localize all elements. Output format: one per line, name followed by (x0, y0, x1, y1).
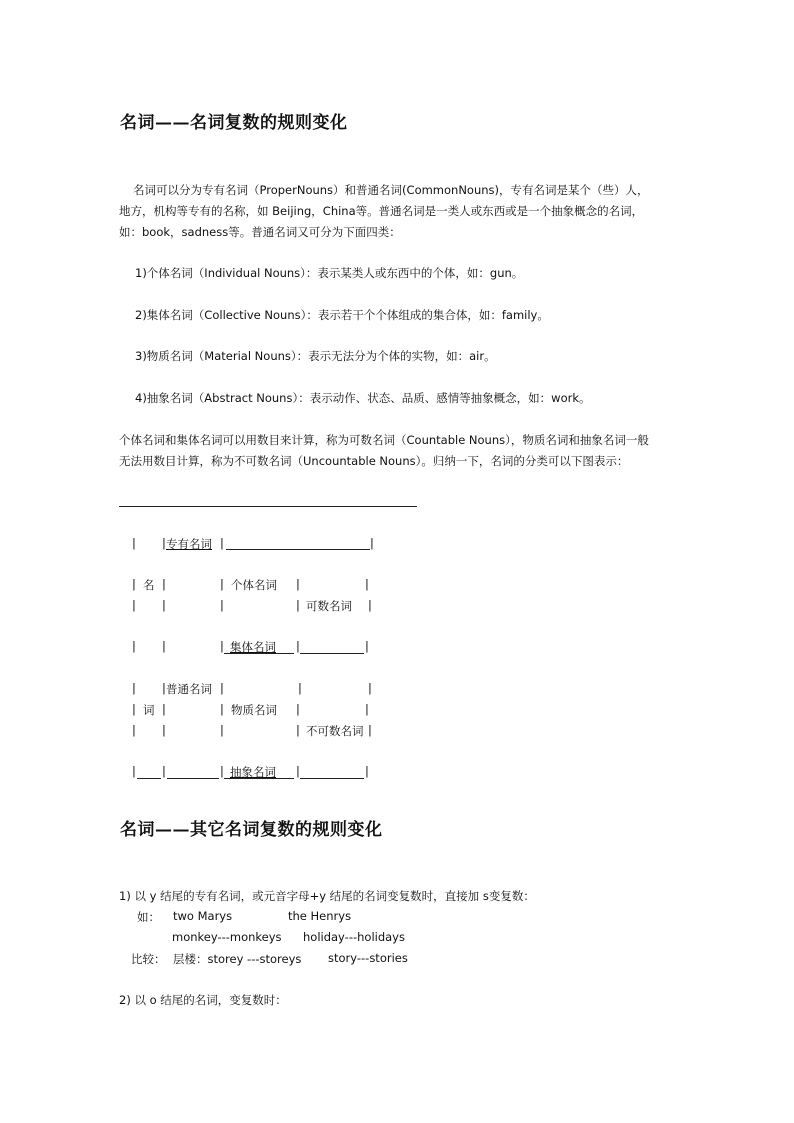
diagram-bar: | (298, 681, 302, 695)
diagram-bar: | (132, 577, 136, 591)
rule1-compare-stories: story---stories (328, 951, 408, 965)
diagram-bar: | (162, 702, 166, 716)
diagram-material-noun: 物质名词 (231, 703, 277, 717)
diagram-underline (226, 549, 370, 550)
diagram-bar: | (365, 639, 369, 653)
diagram-bar: | (162, 598, 166, 612)
diagram-bar: | (132, 681, 136, 695)
diagram-bar: | (132, 764, 136, 778)
rule1-title: 1) 以 y 结尾的专有名词，或元音字母+y 结尾的名词变复数时，直接加 s变复数： (119, 889, 535, 903)
rule1-compare-label: 比较： (131, 952, 166, 966)
diagram-uncountable-noun: 不可数名词 (306, 724, 364, 738)
diagram-bar: | (220, 577, 224, 591)
diagram-top-rule (119, 506, 417, 507)
diagram-bar: | (365, 764, 369, 778)
diagram-bar: | (220, 639, 224, 653)
diagram-bar: | (296, 702, 300, 716)
diagram-proper-noun: 专有名词 (166, 537, 212, 551)
intro-line-1: 名词可以分为专有名词（ProperNouns）和普通名词(CommonNouns)，专有名词是某个（些）人， (133, 183, 649, 197)
diagram-collective-noun: 集体名词 (230, 640, 276, 654)
intro-line-3: 如：book，sadness等。普通名词又可分为下面四类： (119, 225, 401, 239)
category-individual: 1)个体名词（Individual Nouns）：表示某类人或东西中的个体，如：gun。 (135, 266, 524, 280)
category-material: 3)物质名词（Material Nouns）：表示无法分为个体的实物，如：air。 (135, 349, 496, 363)
diagram-bar: | (370, 536, 374, 550)
section-heading-other-plural: 名词——其它名词复数的规则变化 (120, 820, 383, 840)
diagram-underline (224, 778, 294, 779)
intro-line-2: 地方，机构等专有的名称，如 Beijing，China等。普通名词是一类人或东西或是一个抽象概念的名词， (119, 204, 644, 218)
diagram-abstract-noun: 抽象名词 (230, 765, 276, 779)
diagram-underline (167, 778, 219, 779)
diagram-bar: | (296, 764, 300, 778)
diagram-countable-noun: 可数名词 (306, 599, 352, 613)
rule1-example-monkeys: monkey---monkeys (172, 930, 282, 944)
diagram-bar: | (220, 681, 224, 695)
diagram-bar: | (296, 639, 300, 653)
diagram-bar: | (365, 577, 369, 591)
summary-line-1: 个体名词和集体名词可以用数目来计算，称为可数名词（Countable Nouns），物质名词和抽象名词一般 (119, 433, 649, 447)
summary-line-2: 无法用数目计算，称为不可数名词（Uncountable Nouns）。归纳一下，名词的分类可以下图表示： (119, 454, 629, 468)
diagram-bar: | (162, 723, 166, 737)
diagram-char-ci: 词 (143, 703, 155, 717)
rule2-title: 2) 以 o 结尾的名词，变复数时： (119, 993, 287, 1007)
diagram-bar: | (162, 764, 166, 778)
category-collective: 2)集体名词（Collective Nouns）：表示若干个个体组成的集合体，如：family。 (135, 308, 549, 322)
diagram-underline (300, 778, 364, 779)
diagram-underline (224, 653, 294, 654)
rule1-example-henrys: the Henrys (288, 909, 352, 923)
diagram-bar: | (162, 536, 166, 550)
diagram-char-ming: 名 (143, 578, 155, 592)
diagram-bar: | (368, 598, 372, 612)
diagram-underline (137, 778, 161, 779)
diagram-bar: | (220, 764, 224, 778)
diagram-bar: | (296, 723, 300, 737)
rule1-example-holidays: holiday---holidays (303, 930, 405, 944)
diagram-common-noun: 普通名词 (166, 682, 212, 696)
diagram-bar: | (368, 723, 372, 737)
diagram-bar: | (162, 577, 166, 591)
diagram-bar: | (162, 681, 166, 695)
rule1-compare-storeys: 层楼：storey ---storeys (173, 952, 302, 966)
section-heading-regular-plural: 名词——名词复数的规则变化 (120, 113, 348, 133)
diagram-bar: | (365, 702, 369, 716)
diagram-bar: | (132, 702, 136, 716)
diagram-underline (300, 653, 364, 654)
diagram-bar: | (220, 702, 224, 716)
diagram-bar: | (220, 598, 224, 612)
diagram-bar: | (220, 536, 224, 550)
diagram-bar: | (368, 681, 372, 695)
diagram-bar: | (132, 536, 136, 550)
diagram-bar: | (132, 598, 136, 612)
rule1-example-marys: two Marys (173, 909, 233, 923)
diagram-bar: | (220, 723, 224, 737)
rule1-example-label: 如： (137, 910, 160, 924)
diagram-individual-noun: 个体名词 (231, 578, 277, 592)
diagram-bar: | (162, 639, 166, 653)
diagram-bar: | (132, 723, 136, 737)
diagram-bar: | (296, 598, 300, 612)
category-abstract: 4)抽象名词（Abstract Nouns）：表示动作、状态、品质、感情等抽象概念，如：work。 (135, 391, 591, 405)
diagram-bar: | (132, 639, 136, 653)
diagram-bar: | (296, 577, 300, 591)
intro-paragraph (119, 180, 649, 201)
